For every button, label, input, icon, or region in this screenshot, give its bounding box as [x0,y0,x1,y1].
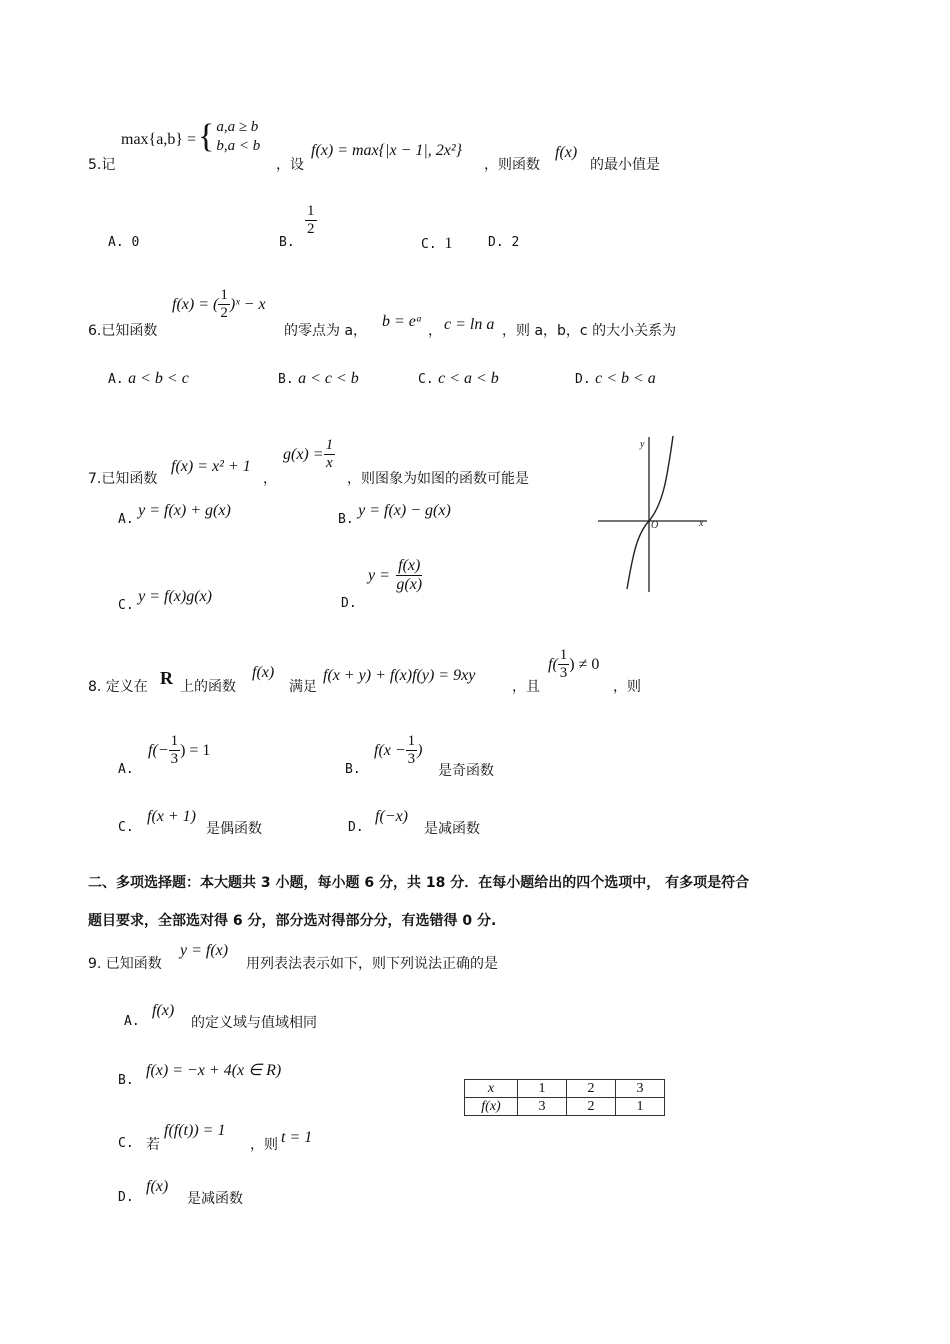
q6-text-zero-point: 的零点为 a， [284,323,368,339]
q7-tail: ，则图象为如图的函数可能是 [347,471,529,487]
y-axis-label: y [640,439,645,450]
q8-text-satisfy: 满足 [289,679,317,695]
q8-option-b-label: B. [345,762,361,777]
q8-option-d-expression: f(−x) [375,808,408,825]
q7-number: 7.已知函数 [88,471,158,487]
table-row-x [465,1080,665,1098]
table-row-fx [465,1098,665,1116]
q9-option-d-math: f(x) [146,1178,169,1195]
q8-text-and: ，且 [512,679,540,695]
q5-option-b-label: B. [279,235,295,250]
q8-equation: f(x + y) + f(x)f(y) = 9xy [323,667,476,684]
q5-case-2: b,a < b [216,137,261,154]
q7-g-definition: g(x) = $\frac{1}{x}$ [283,437,334,471]
q9-number: 9. 已知函数 [88,956,162,972]
table-cell: 1 [518,1080,567,1098]
q7-option-d-expression: y = $\frac{f(x)}{g(x)}$ [368,557,423,593]
q5-option-a: A. 0 [108,235,140,250]
q5-case-1: a,a ≥ b [216,119,259,135]
q6-comma: ， [428,323,442,339]
table-cell: 2 [567,1098,616,1116]
table-cell: 2 [567,1080,616,1098]
q9-option-d-text: 是减函数 [187,1191,243,1207]
origin-label: O [651,520,659,531]
q7-option-b: B. y = f(x) − g(x) [338,502,451,527]
q8-text-function: 上的函数 [180,679,236,695]
q8-option-b-expression: f(x − $\frac{1}{3}$ ) [374,733,423,767]
q5-max-definition-lhs: max{a,b} = [121,131,197,148]
q8-real-set: R [160,668,173,688]
q6-option-c: C. c < a < b [418,370,499,387]
q7-function-graph [595,434,715,594]
q5-tail: 的最小值是 [590,157,660,173]
table-header-x: x [465,1080,518,1098]
q8-option-a-label: A. [118,762,134,777]
q5-number: 5.记 [88,157,116,173]
table-cell: 3 [616,1080,665,1098]
q6-tail: ，则 a，b，c 的大小关系为 [502,323,677,339]
q8-option-c-expression: f(x + 1) [147,808,196,825]
q9-option-c-math-2: t = 1 [281,1129,313,1146]
brace-symbol: { [198,117,215,155]
q6-option-b: B. a < c < b [278,370,359,387]
q9-tail: 用列表法表示如下，则下列说法正确的是 [246,956,498,972]
q6-option-a: A. a < b < c [108,370,189,387]
q9-option-c-mid: ，则 [250,1137,278,1153]
q6-number: 6.已知函数 [88,323,158,339]
q9-option-b-math: f(x) = −x + 4(x ∈ R) [146,1062,282,1079]
q7-option-d-label: D. [341,596,357,611]
q8-option-d-label: D. [348,820,364,835]
q7-f-definition: f(x) = x² + 1 [171,458,251,475]
q5-option-d: D. 2 [488,235,520,250]
q6-option-d: D. c < b < a [575,370,656,387]
q8-option-c-label: C. [118,820,134,835]
q5-option-b-fraction: $\frac{1}{2}$ [307,203,315,237]
q8-condition: f( $\frac{1}{3}$ ) ≠ 0 [548,647,600,681]
q8-number: 8. 定义在 [88,679,148,695]
q7-option-a: A. y = f(x) + g(x) [118,502,231,527]
table-cell: 3 [518,1098,567,1116]
q8-option-b-text: 是奇函数 [438,763,494,779]
q9-option-c-math: f(f(t)) = 1 [164,1122,226,1139]
q9-option-a-label: A. [124,1014,140,1029]
q8-option-a-expression: f(− $\frac{1}{3}$ ) = 1 [148,733,211,767]
q5-f-definition: f(x) = max{|x − 1|, 2x²} [311,142,463,159]
q9-value-table [464,1079,665,1116]
q5-text-set: ，设 [276,157,304,173]
q5-piecewise [198,118,260,156]
q8-option-d-text: 是减函数 [424,821,480,837]
q7-option-c: C. y = f(x)g(x) [118,588,212,613]
q9-option-c-pre: 若 [146,1137,160,1153]
q9-option-a-math: f(x) [152,1002,175,1019]
x-axis-label: x [699,518,704,529]
q7-comma: ， [263,471,277,487]
q5-text-then: ，则函数 [484,157,540,173]
q8-option-c-text: 是偶函数 [206,821,262,837]
section-2-line-1: 二、多项选择题：本大题共 3 小题，每小题 6 分，共 18 分．在每小题给出的四个选项中， 有多项是符合 [88,875,750,891]
q5-option-c: C. 1 [421,235,453,252]
q9-y-definition: y = f(x) [180,942,229,959]
q8-f: f(x) [252,664,275,681]
q6-b-definition: b = eᵃ [382,313,423,330]
q9-option-d-label: D. [118,1190,134,1205]
curve [627,436,673,589]
table-cell: 1 [616,1098,665,1116]
q6-f-definition: f(x) = ( $\frac{1}{2}$ )ˣ − x [172,287,266,321]
q6-c-definition: c = ln a [444,316,495,333]
q8-tail: ，则 [613,679,641,695]
section-2-line-2: 题目要求，全部选对得 6 分，部分选对得部分分，有选错得 0 分. [88,913,497,929]
q9-option-c-label: C. [118,1136,134,1151]
q9-option-a-text: 的定义域与值域相同 [191,1015,317,1031]
q5-f: f(x) [555,144,578,161]
table-header-fx: f(x) [465,1098,518,1116]
q9-option-b-label: B. [118,1073,134,1088]
